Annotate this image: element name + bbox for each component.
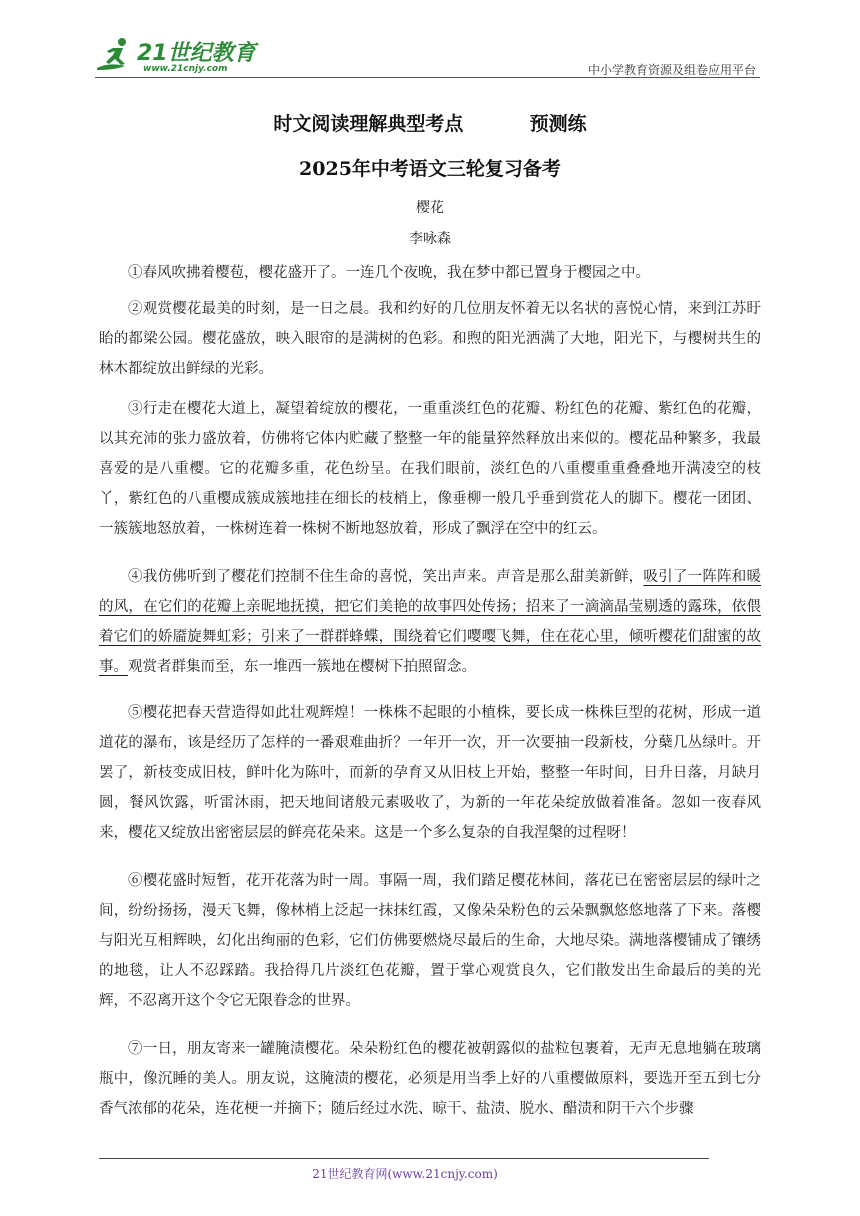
sub-title: 2025年中考语文三轮复习备考 <box>299 158 561 180</box>
paragraph-4-underlined: 吸引了一阵阵和暖的风，在它们的花瓣上亲昵地抚摸，把它们美艳的故事四处传扬；招来了一滴滴晶莹剔透的露珠，依偎着它们的娇靥旋舞虹彩；引来了一群群蜂蝶，围绕着它们嘤嘤飞舞，住在花心里，倾听樱花们甜蜜的故事。 <box>99 569 762 675</box>
footer-divider <box>99 1158 709 1159</box>
paragraph-2: ②观赏樱花最美的时刻，是一日之晨。我和约好的几位朋友怀着无以名状的喜悦心情，来到江苏盱眙的都梁公园。樱花盛放，映入眼帘的是满树的色彩。和煦的阳光洒满了大地，阳光下，与樱树共生的林木都绽放出鲜绿的光彩。 <box>99 301 761 377</box>
essay-author: 李咏森 <box>409 231 451 247</box>
paragraph-5: ⑤樱花把春天营造得如此壮观辉煌！一株株不起眼的小植株，要长成一株株巨型的花树，形成一道道花的瀑布，该是经历了怎样的一番艰难曲折？一年开一次，开一次要抽一段新枝，分蘖几丛绿叶。开罢了，新枝变成旧枝，鲜叶化为陈叶，而新的孕育又从旧枝上开始，整整一年时间，日升日落，月缺月圆，餐风饮露，听雷沐雨，把天地间诸般元素吸收了，为新的一年花朵绽放做着准备。忽如一夜春风来，樱花又绽放出密密层层的鲜亮花朵来。这是一个多么复杂的自我涅槃的过程呀！ <box>99 705 761 841</box>
paragraph-7: ⑦一日，朋友寄来一罐腌渍樱花。朵朵粉红色的樱花被朝露似的盐粒包裹着，无声无息地躺在玻璃瓶中，像沉睡的美人。朋友说，这腌渍的樱花，必须是用当季上好的八重樱做原料，要选开至五到七分香气浓郁的花朵，连花梗一并摘下；随后经过水洗、晾干、盐渍、脱水、醋渍和阴干六个步骤 <box>99 1041 761 1117</box>
logo-text: 21世纪教育 <box>137 41 256 66</box>
logo-url: www.21cnjy.com <box>143 64 228 74</box>
page-header <box>95 34 760 82</box>
runner-logo-icon <box>95 36 139 76</box>
paragraph-4-text-b: 观赏者群集而至，东一堆西一簇地在樱树下拍照留念。 <box>128 659 476 675</box>
essay-title: 樱花 <box>416 200 444 216</box>
platform-name: 中小学教育资源及组卷应用平台 <box>587 63 756 77</box>
paragraph-6: ⑥樱花盛时短暂，花开花落为时一周。事隔一周，我们踏足樱花林间，落花已在密密层层的绿叶之间，纷纷扬扬，漫天飞舞，像林梢上泛起一抹抹红霞，又像朵朵粉色的云朵飘飘悠悠地落了下来。落樱与阳光互相辉映，幻化出绚丽的色彩，它们仿佛要燃烧尽最后的生命，大地尽染。满地落樱铺成了镶绣的地毯，让人不忍踩踏。我拾得几片淡红色花瓣，置于掌心观赏良久，它们散发出生命最后的美的光辉，不忍离开这个令它无限眷念的世界。 <box>99 873 761 1009</box>
main-title: 时文阅读理解典型考点 预测练 <box>273 113 587 135</box>
paragraph-1: ①春风吹拂着樱苞，樱花盛开了。一连几个夜晚，我在梦中都已置身于樱园之中。 <box>128 265 650 281</box>
paragraph-4 <box>99 562 761 682</box>
header-divider <box>95 77 760 78</box>
paragraph-4-text-a: ④我仿佛听到了樱花们控制不住生命的喜悦，笑出声来。声音是那么甜美新鲜， <box>128 569 644 585</box>
footer-text: 21世纪教育网(www.21cnjy.com) <box>312 1167 498 1181</box>
site-logo <box>95 34 265 80</box>
paragraph-3: ③行走在樱花大道上，凝望着绽放的樱花，一重重淡红色的花瓣、粉红色的花瓣、紫红色的花瓣，以其充沛的张力盛放着，仿佛将它体内贮藏了整整一年的能量猝然释放出来似的。樱花品种繁多，我最喜爱的是八重樱。它的花瓣多重，花色纷呈。在我们眼前，淡红色的八重樱重重叠叠地开满凌空的枝丫，紫红色的八重樱成簇成簇地挂在细长的枝梢上，像垂柳一般几乎垂到赏花人的脚下。樱花一团团、一簇簇地怒放着，一株树连着一株树不断地怒放着，形成了飘浮在空中的红云。 <box>99 401 761 537</box>
